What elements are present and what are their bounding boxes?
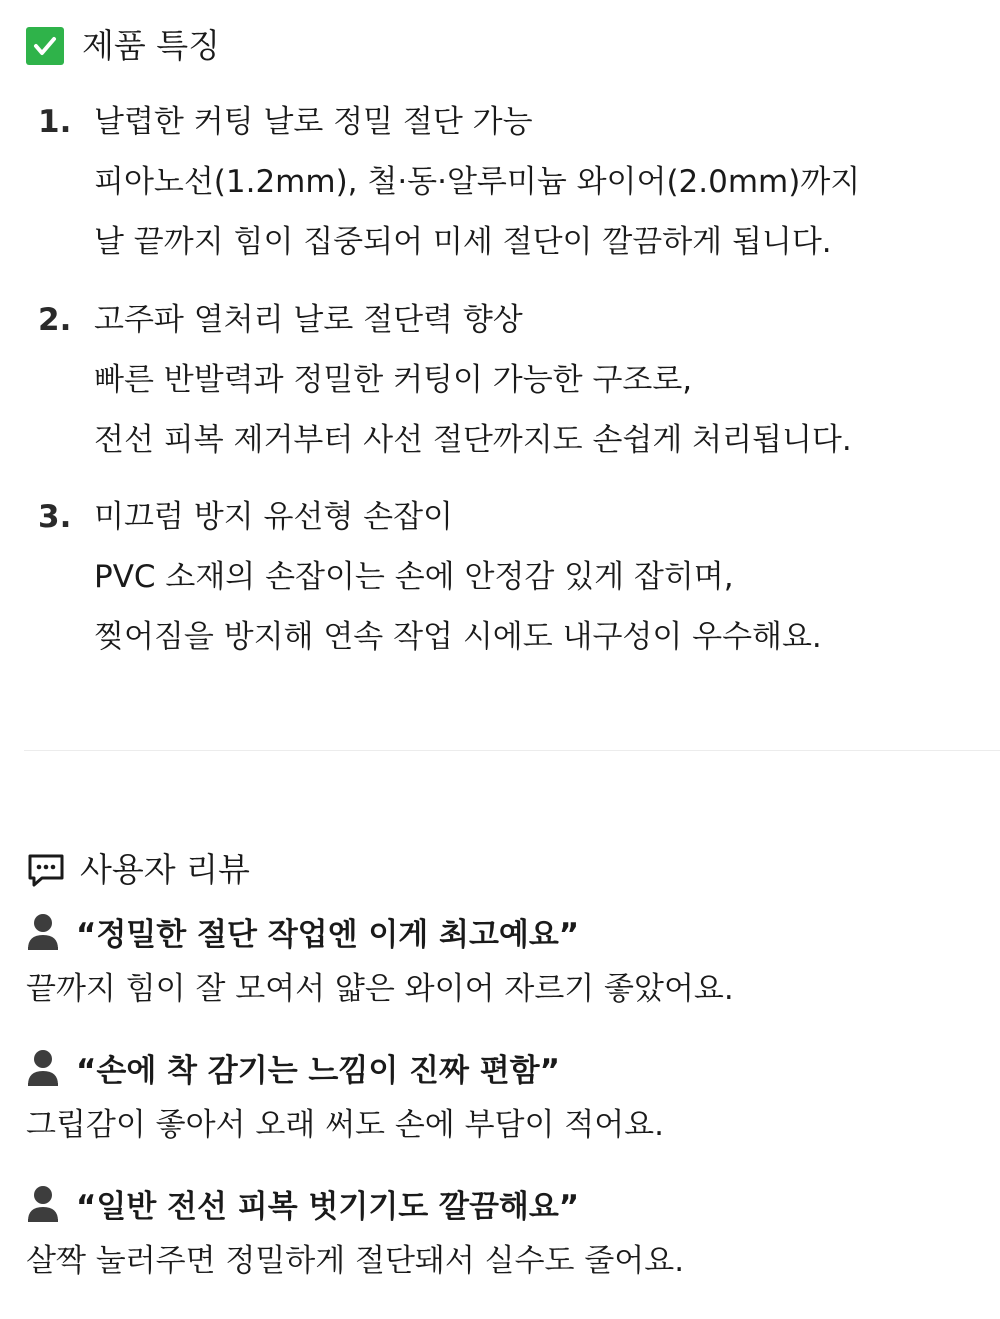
feature-description-line: 빠른 반발력과 정밀한 커팅이 가능한 구조로,: [94, 362, 693, 398]
review-quote: “일반 전선 피복 벗기기도 깔끔해요”: [76, 1188, 580, 1225]
feature-item-1: [38, 92, 978, 272]
feature-description-line: 피아노선(1.2mm), 철·동·알루미늄 와이어(2.0mm)까지: [94, 164, 861, 200]
review-text: 살짝 눌러주면 정밀하게 절단돼서 실수도 줄어요.: [26, 1243, 685, 1279]
feature-heading: [38, 290, 978, 350]
feature-heading-text: 미끄럼 방지 유선형 손잡이: [94, 499, 453, 535]
review-quote: “정밀한 절단 작업엔 이게 최고예요”: [76, 916, 580, 953]
feature-heading: [38, 487, 978, 547]
feature-heading: [38, 92, 978, 152]
reviews-title: 사용자 리뷰: [80, 850, 250, 889]
feature-number: 3.: [38, 499, 72, 535]
feature-description-line: 날 끝까지 힘이 집중되어 미세 절단이 깔끔하게 됩니다.: [94, 224, 832, 260]
feature-heading-text: 날렵한 커팅 날로 정밀 절단 가능: [94, 104, 533, 140]
feature-description-line: 전선 피복 제거부터 사선 절단까지도 손쉽게 처리됩니다.: [94, 422, 852, 458]
person-icon: [26, 1047, 60, 1087]
feature-description-line: PVC 소재의 손잡이는 손에 안정감 있게 잡히며,: [94, 559, 734, 595]
features-heading: [26, 24, 220, 68]
feature-number: 1.: [38, 104, 72, 140]
feature-description-line: 찢어짐을 방지해 연속 작업 시에도 내구성이 우수해요.: [94, 619, 822, 655]
feature-heading-text: 고주파 열처리 날로 절단력 향상: [94, 302, 523, 338]
feature-item-3: [38, 487, 978, 667]
review-text: 끝까지 힘이 잘 모여서 얇은 와이어 자르기 좋았어요.: [26, 971, 734, 1007]
reviews-heading: [26, 846, 250, 894]
review-quote: “손에 착 감기는 느낌이 진짜 편함”: [76, 1052, 561, 1089]
feature-number: 2.: [38, 302, 72, 338]
review-item-1: [26, 903, 986, 1019]
person-icon: [26, 1183, 60, 1223]
section-divider: [24, 750, 1000, 751]
features-title: 제품 특징: [82, 26, 221, 65]
speech-bubble-icon: [26, 850, 66, 890]
person-icon: [26, 911, 60, 951]
review-item-2: [26, 1039, 986, 1155]
review-item-3: [26, 1175, 986, 1291]
check-mark-icon: [26, 27, 64, 65]
feature-item-2: [38, 290, 978, 470]
review-text: 그립감이 좋아서 오래 써도 손에 부담이 적어요.: [26, 1107, 664, 1143]
